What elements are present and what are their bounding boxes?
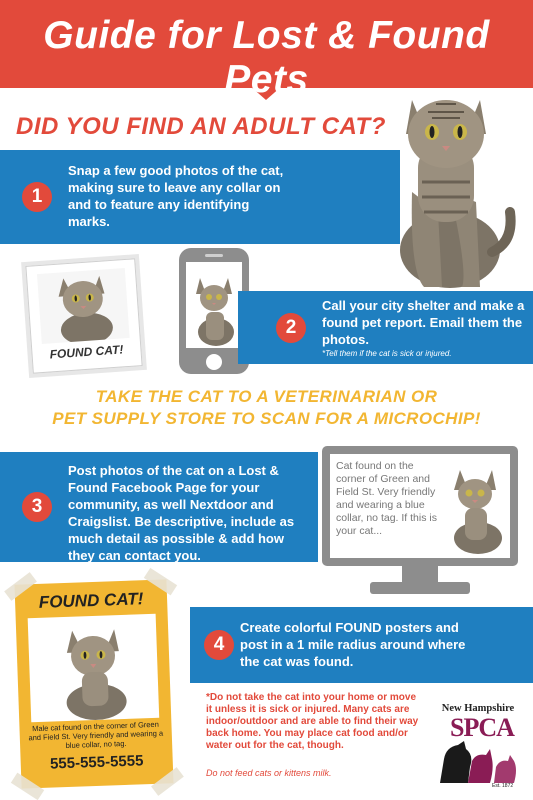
step-1-band — [0, 150, 400, 244]
warning-note: Do not feed cats or kittens milk. — [206, 768, 332, 778]
microchip-banner — [0, 386, 533, 430]
poster-message: Male cat found on the corner of Green and Field St. Very friendly and wearing a blue collar, no tag. — [28, 719, 164, 751]
step-3-number: 3 — [22, 492, 52, 522]
page-title: Guide for Lost & Found Pets — [43, 14, 490, 101]
step-1-text: Snap a few good photos of the cat, making sure to leave any collar on and to feature any identifying marks. — [68, 163, 284, 229]
warning-text: *Do not take the cat into your home or move it unless it is sick or injured. Many cats are indoor/outdoor and are able to find their way back home. You may place cat food and/or water out for the cat, though. — [206, 692, 419, 751]
horse-dog-cat-logo-icon — [434, 739, 522, 783]
monitor-screen — [330, 454, 510, 558]
tabby-cat-photo — [28, 614, 160, 722]
microchip-line-1: TAKE THE CAT TO A VETERINARIAN OR — [95, 387, 438, 406]
microchip-line-2: PET SUPPLY STORE TO SCAN FOR A MICROCHIP! — [52, 409, 481, 428]
logo-spca: SPCA — [450, 713, 514, 742]
found-cat-polaroid — [25, 258, 142, 373]
tabby-cat-photo — [442, 456, 508, 556]
tape-icon — [11, 773, 44, 800]
step-2-text: Call your city shelter and make a found pet report. Email them the photos. — [322, 298, 525, 347]
logo-name: New Hampshire — [441, 703, 515, 714]
tape-icon — [151, 767, 184, 796]
step-3-text: Post photos of the cat on a Lost & Found Facebook Page for your community, as well Nextdoor and Craigslist. Be descriptive, include as much detail as possible & add how they can contact you. — [68, 463, 295, 563]
nh-spca-logo — [432, 703, 524, 791]
logo-established: Est. 1872 — [492, 783, 514, 789]
social-post-text: Cat found on the corner of Green and Field St. Very friendly and wearing a blue collar, no tag. If this is your cat... — [336, 460, 437, 537]
found-cat-poster — [14, 579, 173, 788]
tabby-cat-photo — [37, 268, 130, 344]
step-3-band — [0, 452, 318, 562]
step-4-text: Create colorful FOUND posters and post in a 1 mile radius around where the cat was found. — [240, 620, 466, 669]
step-2-number: 2 — [276, 313, 306, 343]
step-4-band — [190, 607, 533, 683]
phone-screen — [186, 262, 242, 348]
polaroid-photo-area — [37, 268, 130, 344]
step-2-note: *Tell them if the cat is sick or injured. — [322, 349, 452, 358]
step-2-band — [238, 291, 533, 364]
phone-home-button — [206, 354, 222, 370]
polaroid-caption: FOUND CAT! — [49, 342, 124, 362]
poster-photo — [28, 614, 160, 722]
question-heading: DID YOU FIND AN ADULT CAT? — [16, 113, 386, 140]
phone-speaker — [205, 254, 223, 257]
monitor-stand-base — [370, 582, 470, 594]
tabby-cat-photo — [186, 262, 242, 348]
poster-title: FOUND CAT! — [38, 589, 144, 612]
step-1-number: 1 — [22, 182, 52, 212]
step-4-number: 4 — [204, 630, 234, 660]
poster-phone-number: 555-555-5555 — [49, 752, 144, 773]
monitor-icon — [322, 446, 518, 566]
